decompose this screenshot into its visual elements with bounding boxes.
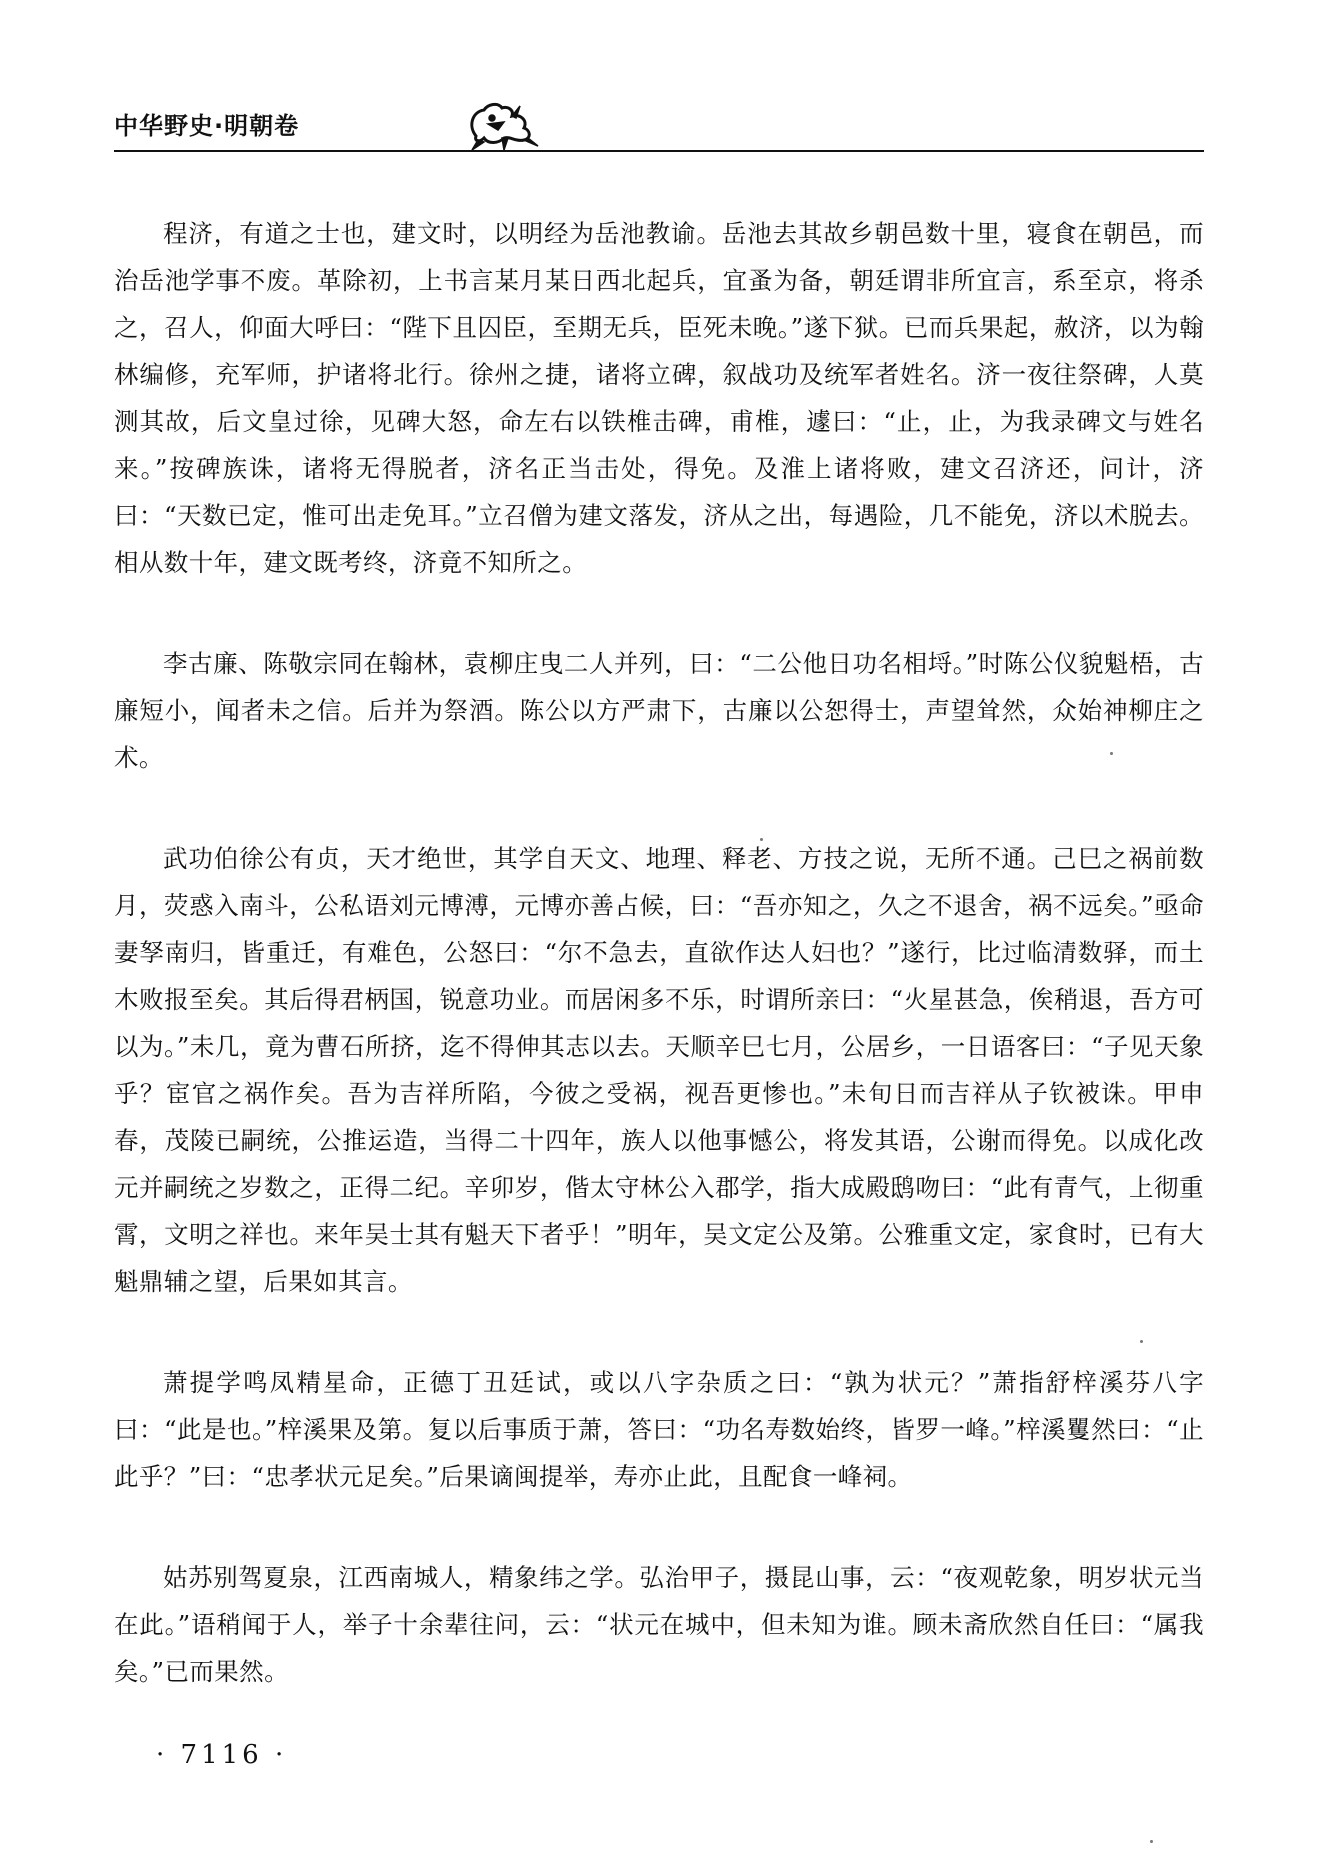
- scan-speck: [760, 838, 763, 841]
- paragraph-li-gulian: 李古廉、陈敬宗同在翰林，袁柳庄曳二人并列，曰：“二公他日功名相埒。”时陈公仪貌魁梧，古廉短小，闻者未之信。后并为祭酒。陈公以方严肃下，古廉以公恕得士，声望耸然，众始神柳庄之术。: [114, 649, 1204, 772]
- paragraph-cheng-ji: 程济，有道之士也，建文时，以明经为岳池教谕。岳池去其故乡朝邑数十里，寝食在朝邑，而治岳池学事不废。革除初，上书言某月某日西北起兵，宜蚤为备，朝廷谓非所宜言，系至京，将杀之，召人，仰面大呼曰：“陛下且囚臣，至期无兵，臣死未晚。”遂下狱。已而兵果起，赦济，以为翰林编修，充军师，护诸将北行。徐州之捷，诸将立碑，叙战功及统军者姓名。济一夜往祭碑，人莫测其故，后文皇过徐，见碑大怒，命左右以铁椎击碑，甫椎，遽曰：“止，止，为我录碑文与姓名来。”按碑族诛，诸将无得脱者，济名正当击处，得免。及淮上诸将败，建文召济还，问计，济曰：“天数已定，惟可出走免耳。”立召僧为建文落发，济从之出，每遇险，几不能免，济以术脱去。相从数十年，建文既考终，济竟不知所之。: [114, 219, 1204, 577]
- scan-speck: [1150, 1840, 1153, 1843]
- main-text: [114, 210, 1204, 1749]
- paragraph-xiao-mingfeng: 萧提学鸣凤精星命，正德丁丑廷试，或以八字杂质之曰：“孰为状元？”萧指舒梓溪芬八字曰：“此是也。”梓溪果及第。复以后事质于萧，答曰：“功名寿数始终，皆罗一峰。”梓溪矍然曰：“止此乎？”曰：“忠孝状元足矣。”后果谪闽提举，寿亦止此，且配食一峰祠。: [114, 1368, 1204, 1491]
- paragraph-xu-youzhen: 武功伯徐公有贞，天才绝世，其学自天文、地理、释老、方技之说，无所不通。己巳之祸前数月，荧惑入南斗，公私语刘元博溥，元博亦善占候，曰：“吾亦知之，久之不退舍，祸不远矣。”亟命妻孥南归，皆重迁，有难色，公怒曰：“尔不急去，直欲作达人妇也？”遂行，比过临清数驿，而土木败报至矣。其后得君柄国，锐意功业。而居闲多不乐，时谓所亲曰：“火星甚急，俟稍退，吾方可以为。”未几，竟为曹石所挤，迄不得伸其志以去。天顺辛巳七月，公居乡，一日语客曰：“子见天象乎？宦官之祸作矣。吾为吉祥所陷，今彼之受祸，视吾更惨也。”未旬日而吉祥从子钦被诛。甲申春，茂陵已嗣统，公推运造，当得二十四年，族人以他事憾公，将发其语，公谢而得免。以成化改元并嗣统之岁数之，正得二纪。辛卯岁，偕太守林公入郡学，指大成殿鸱吻曰：“此有青气，上彻重霄，文明之祥也。来年吴士其有魁天下者乎！”明年，吴文定公及第。公雅重文定，家食时，已有大魁鼎辅之望，后果如其言。: [114, 844, 1204, 1296]
- book-title: 中华野史·明朝卷: [114, 112, 300, 140]
- scan-speck: [1140, 1340, 1143, 1343]
- running-header: [114, 96, 1204, 156]
- header-rule: [114, 150, 1204, 152]
- page-number: · 7116 ·: [156, 1740, 288, 1770]
- paragraph-xia-quan: 姑苏别驾夏泉，江西南城人，精象纬之学。弘治甲子，摄昆山事，云：“夜观乾象，明岁状元当在此。”语稍闻于人，举子十余辈往问，云：“状元在城中，但未知为谁。顾未斋欣然自任曰：“属我矣。”已而果然。: [114, 1563, 1204, 1686]
- scan-speck: [1110, 752, 1113, 755]
- dragon-emblem-icon: [458, 96, 548, 152]
